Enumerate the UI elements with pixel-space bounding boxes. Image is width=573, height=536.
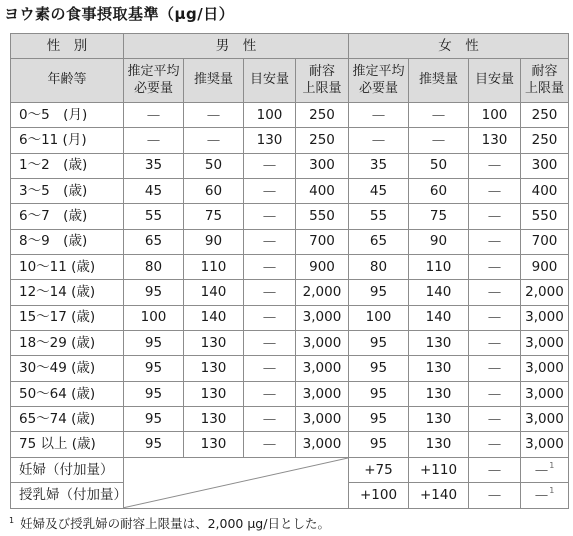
male-value-cell: 75 [184,204,244,229]
age-group-label: 0～5 (月) [11,103,124,128]
male-value-cell: 90 [184,229,244,254]
female-value-cell: — [469,331,521,356]
age-group-label: 10～11 (歳) [11,255,124,280]
male-value-cell: 3,000 [296,305,349,330]
female-value-cell: 130 [469,128,521,153]
male-value-cell: — [244,280,296,305]
male-value-cell: — [244,305,296,330]
female-value-cell: 140 [409,305,469,330]
cell-value: — [534,487,549,504]
male-value-cell: 900 [296,255,349,280]
age-group-label: 65～74 (歳) [11,407,124,432]
female-value-cell: 700 [521,229,569,254]
male-value-cell: 140 [184,280,244,305]
table-row [11,457,569,482]
male-value-cell: 130 [184,407,244,432]
female-value-cell: 3,000 [521,305,569,330]
age-group-label: 12～14 (歳) [11,280,124,305]
female-value-cell: 130 [409,331,469,356]
female-value-cell: 300 [521,153,569,178]
female-value-cell: 75 [409,204,469,229]
male-value-cell: — [244,153,296,178]
age-group-label: 18～29 (歳) [11,331,124,356]
male-value-cell: 95 [124,381,184,406]
table-row [11,381,569,406]
male-value-cell: 550 [296,204,349,229]
sex-header: 性 別 [11,34,124,59]
female-value-cell: 2,000 [521,280,569,305]
male-value-cell: 60 [184,179,244,204]
male-value-cell: 100 [244,103,296,128]
female-value-cell: — [469,305,521,330]
male-value-cell: — [244,229,296,254]
male-header: 男 性 [124,34,349,59]
male-value-cell: — [244,331,296,356]
female-value-cell: 95 [349,432,409,457]
male-value-cell: — [244,356,296,381]
extra-group-label: 授乳婦（付加量） [11,483,124,508]
female-value-cell [521,457,569,482]
female-value-cell: 35 [349,153,409,178]
table-row [11,280,569,305]
female-value-cell: 95 [349,331,409,356]
female-value-cell [409,483,469,508]
footnote [8,514,330,532]
female-value-cell: 140 [409,280,469,305]
female-value-cell: 900 [521,255,569,280]
female-rda-header: 推奨量 [409,59,469,103]
male-value-cell: — [244,179,296,204]
male-value-cell: 110 [184,255,244,280]
female-value-cell [409,457,469,482]
header-row-columns [11,59,569,103]
table-row [11,432,569,457]
cell-value: +100 [359,486,398,503]
female-value-cell: — [349,103,409,128]
female-value-cell: 50 [409,153,469,178]
extra-group-label: 妊婦（付加量） [11,457,124,482]
female-value-cell: 3,000 [521,331,569,356]
female-value-cell: — [469,229,521,254]
male-value-cell: 130 [184,381,244,406]
male-value-cell: 3,000 [296,331,349,356]
table-row [11,229,569,254]
female-value-cell: 130 [409,356,469,381]
female-value-cell: 60 [409,179,469,204]
female-value-cell [349,457,409,482]
female-value-cell: — [349,128,409,153]
female-value-cell: — [469,153,521,178]
age-group-label: 50～64 (歳) [11,381,124,406]
age-group-label: 1～2 (歳) [11,153,124,178]
table-row [11,103,569,128]
female-value-cell: 65 [349,229,409,254]
empty-male-cells [124,457,349,508]
female-ul-header: 耐容 上限量 [521,59,569,103]
table-row [11,407,569,432]
age-group-label: 6～7 (歳) [11,204,124,229]
female-value-cell [469,457,521,482]
table-row [11,305,569,330]
male-value-cell: — [184,103,244,128]
male-value-cell: 130 [244,128,296,153]
female-value-cell: — [469,432,521,457]
female-value-cell: 250 [521,128,569,153]
cell-value: — [487,461,502,478]
cell-value: — [534,462,549,479]
male-rda-header: 推奨量 [184,59,244,103]
female-value-cell: — [469,356,521,381]
female-value-cell: 95 [349,381,409,406]
page-title: ヨウ素の食事摂取基準（μg/日） [4,5,235,23]
female-value-cell: — [469,179,521,204]
male-value-cell: — [124,128,184,153]
age-group-label: 75 以上 (歳) [11,432,124,457]
female-value-cell: — [409,103,469,128]
male-value-cell: 140 [184,305,244,330]
female-header: 女 性 [349,34,569,59]
cell-value: — [487,486,502,503]
male-value-cell: 50 [184,153,244,178]
female-value-cell: 3,000 [521,407,569,432]
age-group-label: 15～17 (歳) [11,305,124,330]
male-value-cell: 35 [124,153,184,178]
table-row [11,255,569,280]
male-value-cell: — [244,381,296,406]
male-value-cell: 95 [124,356,184,381]
male-value-cell: — [184,128,244,153]
male-value-cell: — [244,407,296,432]
age-group-label: 3～5 (歳) [11,179,124,204]
female-value-cell: — [409,128,469,153]
female-value-cell: — [469,381,521,406]
male-value-cell: 80 [124,255,184,280]
female-value-cell: 55 [349,204,409,229]
male-value-cell: — [124,103,184,128]
female-value-cell: — [469,407,521,432]
male-value-cell: 300 [296,153,349,178]
female-value-cell: 130 [409,432,469,457]
male-value-cell: 95 [124,331,184,356]
female-value-cell: 95 [349,407,409,432]
male-value-cell: 700 [296,229,349,254]
male-value-cell: 55 [124,204,184,229]
table-row [11,331,569,356]
female-value-cell [469,483,521,508]
female-value-cell: 95 [349,280,409,305]
female-value-cell: 100 [469,103,521,128]
footnote-ref: 1 [549,486,555,496]
male-ear-header: 推定平均 必要量 [124,59,184,103]
male-value-cell: 3,000 [296,356,349,381]
female-value-cell: 80 [349,255,409,280]
male-value-cell: 130 [184,331,244,356]
male-value-cell: 250 [296,128,349,153]
male-value-cell: 2,000 [296,280,349,305]
female-value-cell [349,483,409,508]
male-value-cell: 100 [124,305,184,330]
male-value-cell: — [244,432,296,457]
cell-value: +110 [419,461,458,478]
female-value-cell: — [469,280,521,305]
header-row-sex [11,34,569,59]
footnote-text: 妊婦及び授乳婦の耐容上限量は、2,000 μg/日とした。 [20,516,330,531]
age-group-label: 8～9 (歳) [11,229,124,254]
footnote-mark: 1 [9,516,15,525]
female-value-cell [521,483,569,508]
female-value-cell: 3,000 [521,432,569,457]
female-value-cell: 250 [521,103,569,128]
female-value-cell: 3,000 [521,356,569,381]
male-value-cell: 95 [124,432,184,457]
female-value-cell: 550 [521,204,569,229]
male-value-cell: 3,000 [296,407,349,432]
female-value-cell: 130 [409,381,469,406]
cell-value: +75 [364,461,393,478]
footnote-ref: 1 [549,461,555,471]
age-group-label: 6～11 (月) [11,128,124,153]
female-value-cell: 95 [349,356,409,381]
age-header: 年齢等 [11,59,124,103]
male-value-cell: 95 [124,407,184,432]
female-ai-header: 目安量 [469,59,521,103]
male-value-cell: 95 [124,280,184,305]
iodine-intake-table [10,33,569,509]
female-value-cell: 45 [349,179,409,204]
table-row [11,179,569,204]
male-value-cell: 400 [296,179,349,204]
female-value-cell: 3,000 [521,381,569,406]
female-value-cell: 130 [409,407,469,432]
cell-value: +140 [419,486,458,503]
male-value-cell: 3,000 [296,432,349,457]
male-value-cell: 250 [296,103,349,128]
table-row [11,356,569,381]
age-group-label: 30～49 (歳) [11,356,124,381]
male-value-cell: — [244,255,296,280]
male-value-cell: — [244,204,296,229]
male-ai-header: 目安量 [244,59,296,103]
male-value-cell: 130 [184,356,244,381]
male-ul-header: 耐容 上限量 [296,59,349,103]
table-row [11,153,569,178]
male-value-cell: 45 [124,179,184,204]
female-ear-header: 推定平均 必要量 [349,59,409,103]
male-value-cell: 130 [184,432,244,457]
female-value-cell: 400 [521,179,569,204]
table-row [11,204,569,229]
male-value-cell: 3,000 [296,381,349,406]
female-value-cell: 100 [349,305,409,330]
female-value-cell: 90 [409,229,469,254]
female-value-cell: 110 [409,255,469,280]
female-value-cell: — [469,255,521,280]
male-value-cell: 65 [124,229,184,254]
table-row [11,128,569,153]
female-value-cell: — [469,204,521,229]
